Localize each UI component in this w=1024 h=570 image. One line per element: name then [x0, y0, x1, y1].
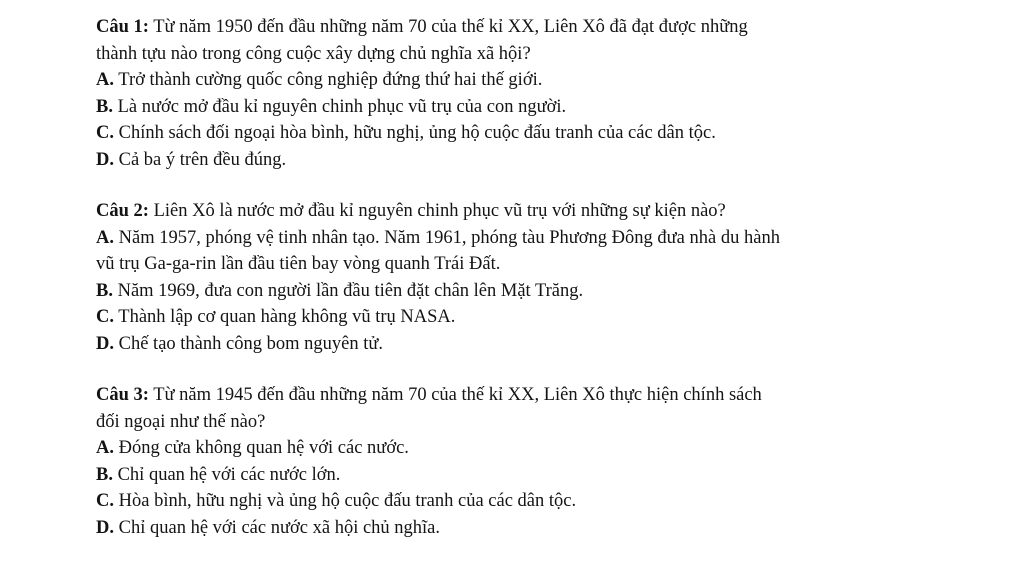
option-label: D.	[96, 149, 114, 170]
question-2	[96, 198, 936, 357]
question-3-option-d	[96, 515, 936, 542]
option-label: B.	[96, 464, 113, 485]
question-1-option-d	[96, 147, 936, 174]
quiz-document	[96, 14, 936, 541]
question-3-text-line-1: Từ năm 1945 đến đầu những năm 70 của thế kỉ XX, Liên Xô thực hiện chính sách	[153, 385, 762, 405]
option-label: A.	[96, 438, 114, 458]
question-1-text-line-2: thành tựu nào trong công cuộc xây dựng chủ nghĩa xã hội?	[96, 43, 531, 64]
question-3-option-c	[96, 488, 936, 515]
question-1	[96, 14, 936, 173]
question-2-option-d	[96, 331, 936, 358]
question-1-stem	[96, 14, 936, 41]
option-text: Là nước mở đầu kỉ nguyên chinh phục vũ trụ của con người.	[117, 96, 567, 117]
option-label: C.	[96, 123, 114, 143]
option-label: A.	[96, 70, 114, 90]
option-label: C.	[96, 491, 114, 511]
question-2-label: Câu 2:	[96, 201, 149, 221]
option-label: D.	[96, 517, 114, 538]
option-text: Trở thành cường quốc công nghiệp đứng thứ hai thế giới.	[118, 70, 543, 90]
question-2-option-c	[96, 304, 936, 331]
option-label: D.	[96, 333, 114, 354]
option-text: Thành lập cơ quan hàng không vũ trụ NASA.	[118, 307, 456, 327]
question-2-text-line-1: Liên Xô là nước mở đầu kỉ nguyên chinh phục vũ trụ với những sự kiện nào?	[153, 201, 726, 221]
option-label: B.	[96, 96, 113, 117]
option-text: Đóng cửa không quan hệ với các nước.	[118, 438, 409, 458]
question-1-text-line-1: Từ năm 1950 đến đầu những năm 70 của thế kỉ XX, Liên Xô đã đạt được những	[153, 17, 748, 37]
question-3-text-line-2: đối ngoại như thế nào?	[96, 411, 266, 432]
question-3	[96, 382, 936, 541]
question-2-option-a	[96, 225, 936, 252]
option-text: Cả ba ý trên đều đúng.	[118, 149, 287, 170]
question-3-option-b	[96, 462, 936, 489]
question-3-stem	[96, 382, 936, 409]
question-1-option-b	[96, 94, 936, 121]
option-text: Chính sách đối ngoại hòa bình, hữu nghị, ủng hộ cuộc đấu tranh của các dân tộc.	[118, 123, 716, 143]
question-3-option-a	[96, 435, 936, 462]
option-label: B.	[96, 280, 113, 301]
question-1-option-c	[96, 120, 936, 147]
question-2-option-b	[96, 278, 936, 305]
question-1-option-a	[96, 67, 936, 94]
option-label: C.	[96, 307, 114, 327]
question-3-label: Câu 3:	[96, 385, 149, 405]
option-text: Chỉ quan hệ với các nước lớn.	[117, 464, 341, 485]
question-2-stem	[96, 198, 936, 225]
option-text: Hòa bình, hữu nghị và ủng hộ cuộc đấu tranh của các dân tộc.	[118, 491, 577, 511]
option-text: Chế tạo thành công bom nguyên tử.	[118, 333, 383, 354]
option-label: A.	[96, 227, 114, 248]
question-1-label: Câu 1:	[96, 17, 149, 37]
option-text: Năm 1957, phóng vệ tinh nhân tạo. Năm 1961, phóng tàu Phương Đông đưa nhà du hành	[118, 227, 780, 248]
option-text: Chỉ quan hệ với các nước xã hội chủ nghĩa.	[118, 517, 441, 538]
option-text: Năm 1969, đưa con người lần đầu tiên đặt chân lên Mặt Trăng.	[117, 280, 584, 301]
question-2-option-a-line-2: vũ trụ Ga-ga-rin lần đầu tiên bay vòng quanh Trái Đất.	[96, 254, 501, 274]
